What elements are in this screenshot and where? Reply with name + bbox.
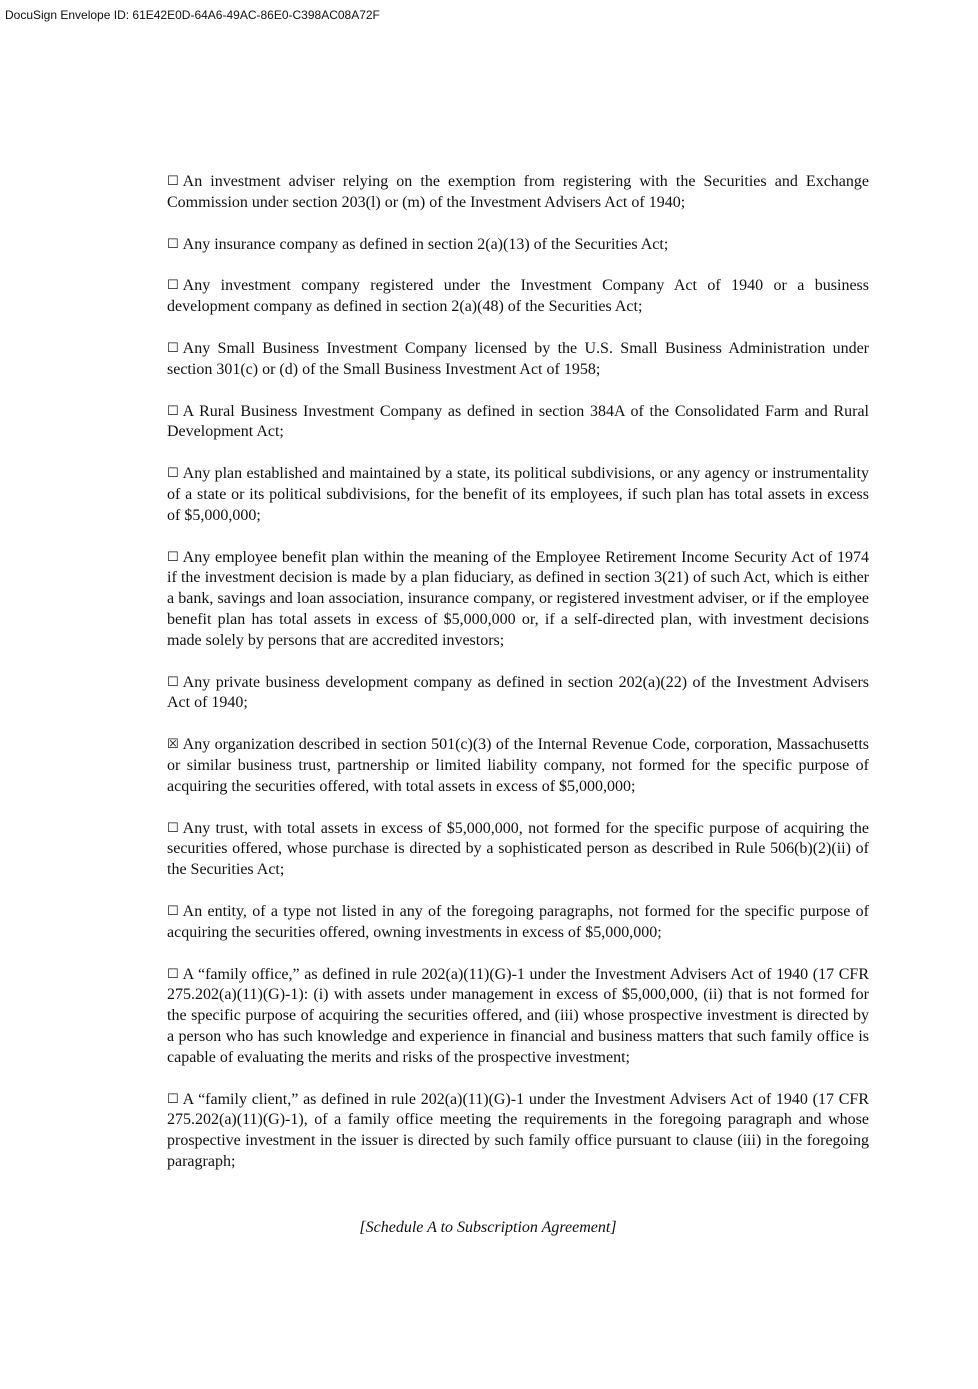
checklist-item [167,735,869,797]
checklist-item-text: A Rural Business Investment Company as defined in section 384A of the Consolidated Farm and Rural Development Act; [167,402,869,441]
empty-checkbox-icon[interactable]: ☐ [167,174,179,189]
checklist-item-text: Any organization described in section 501(c)(3) of the Internal Revenue Code, corporation, Massachusetts or similar business trust, partnership or limited liability company, not formed for the specific purpose of acquiring the securities offered, with total assets in excess of $5,000,000; [167,736,869,795]
empty-checkbox-icon[interactable]: ☐ [167,674,179,690]
empty-checkbox-icon[interactable]: ☐ [167,549,179,565]
checklist-item [167,548,869,652]
docusign-envelope-id: DocuSign Envelope ID: 61E42E0D-64A6-49AC-86E0-C398AC08A72F [5,8,380,22]
schedule-caption: [Schedule A to Subscription Agreement] [359,1219,617,1236]
checklist-item-text: Any Small Business Investment Company licensed by the U.S. Small Business Administration under section 301(c) or (d) of the Small Business Investment Act of 1958; [167,339,869,378]
checklist-item-text: An entity, of a type not listed in any of the foregoing paragraphs, not formed for the specific purpose of acquiring the securities offered, owning investments in excess of $5,000,000; [167,902,869,941]
checklist-item [167,1090,869,1173]
empty-checkbox-icon[interactable]: ☐ [167,403,179,419]
checklist-item [167,172,869,214]
checklist-item [167,464,869,526]
checklist-item [167,673,869,715]
checklist-item-text: Any insurance company as defined in section 2(a)(13) of the Securities Act; [182,235,669,253]
checklist-item [167,235,869,256]
checklist-item-text: Any investment company registered under the Investment Company Act of 1940 or a business development company as defined in section 2(a)(48) of the Securities Act; [167,277,869,316]
checklist-item [167,339,869,381]
checklist-item-text: Any employee benefit plan within the meaning of the Employee Retirement Income Security Act of 1974 if the investment decision is made by a plan fiduciary, as defined in section 3(21) of such Act, which is either a bank, savings and loan association, insurance company, or registered investment adviser, or if the employee benefit plan has total assets in excess of $5,000,000 or, if a self-directed plan, with investment decisions made solely by persons that are accredited investors; [167,548,869,649]
empty-checkbox-icon[interactable]: ☐ [167,340,179,356]
empty-checkbox-icon[interactable]: ☐ [167,966,179,982]
checklist-item-text: Any trust, with total assets in excess of $5,000,000, not formed for the specific purpose of acquiring the securities offered, whose purchase is directed by a sophisticated person as described in Rule 506(b)(2)(ii) of the Securities Act; [167,819,869,879]
accredited-investor-checklist [167,172,869,1194]
checklist-item [167,965,869,1069]
checklist-item [167,402,869,444]
empty-checkbox-icon[interactable]: ☐ [167,466,179,482]
checklist-item-text: Any plan established and maintained by a state, its political subdivisions, or any agency or instrumentality of a state or its political subdivisions, for the benefit of its employees, if such plan has total assets in excess of $5,000,000; [167,465,869,524]
empty-checkbox-icon[interactable]: ☐ [167,278,179,294]
empty-checkbox-icon[interactable]: ☐ [167,236,179,252]
checklist-item [167,819,869,881]
empty-checkbox-icon[interactable]: ☐ [167,1091,179,1107]
checklist-item-text: An investment adviser relying on the exemption from registering with the Securities and Exchange Commission under section 203(l) or (m) of the Investment Advisers Act of 1940; [167,173,869,211]
checklist-item-text: A “family client,” as defined in rule 202(a)(11)(G)-1 under the Investment Advisers Act of 1940 (17 CFR 275.202(a)(11)(G)-1), of a family office meeting the requirements in the foregoing paragraph and whose prospective investment in the issuer is directed by such family office pursuant to clause (iii) in the foregoing paragraph; [167,1090,869,1170]
checklist-item [167,276,869,318]
empty-checkbox-icon[interactable]: ☐ [167,903,179,919]
checklist-item [167,902,869,944]
checklist-item-text: Any private business development company as defined in section 202(a)(22) of the Investment Advisers Act of 1940; [167,673,869,712]
checked-box-icon[interactable]: ☒ [167,737,179,753]
checklist-item-text: A “family office,” as defined in rule 202(a)(11)(G)-1 under the Investment Advisers Act of 1940 (17 CFR 275.202(a)(11)(G)-1): (i) with assets under management in excess of $5,000,000, (ii) that is not formed for the specific purpose of acquiring the securities offered, and (iii) whose prospective investment is directed by a person who has such knowledge and experience in financial and business matters that such family office is capable of evaluating the merits and risks of the prospective investment; [167,965,869,1066]
empty-checkbox-icon[interactable]: ☐ [167,820,179,836]
